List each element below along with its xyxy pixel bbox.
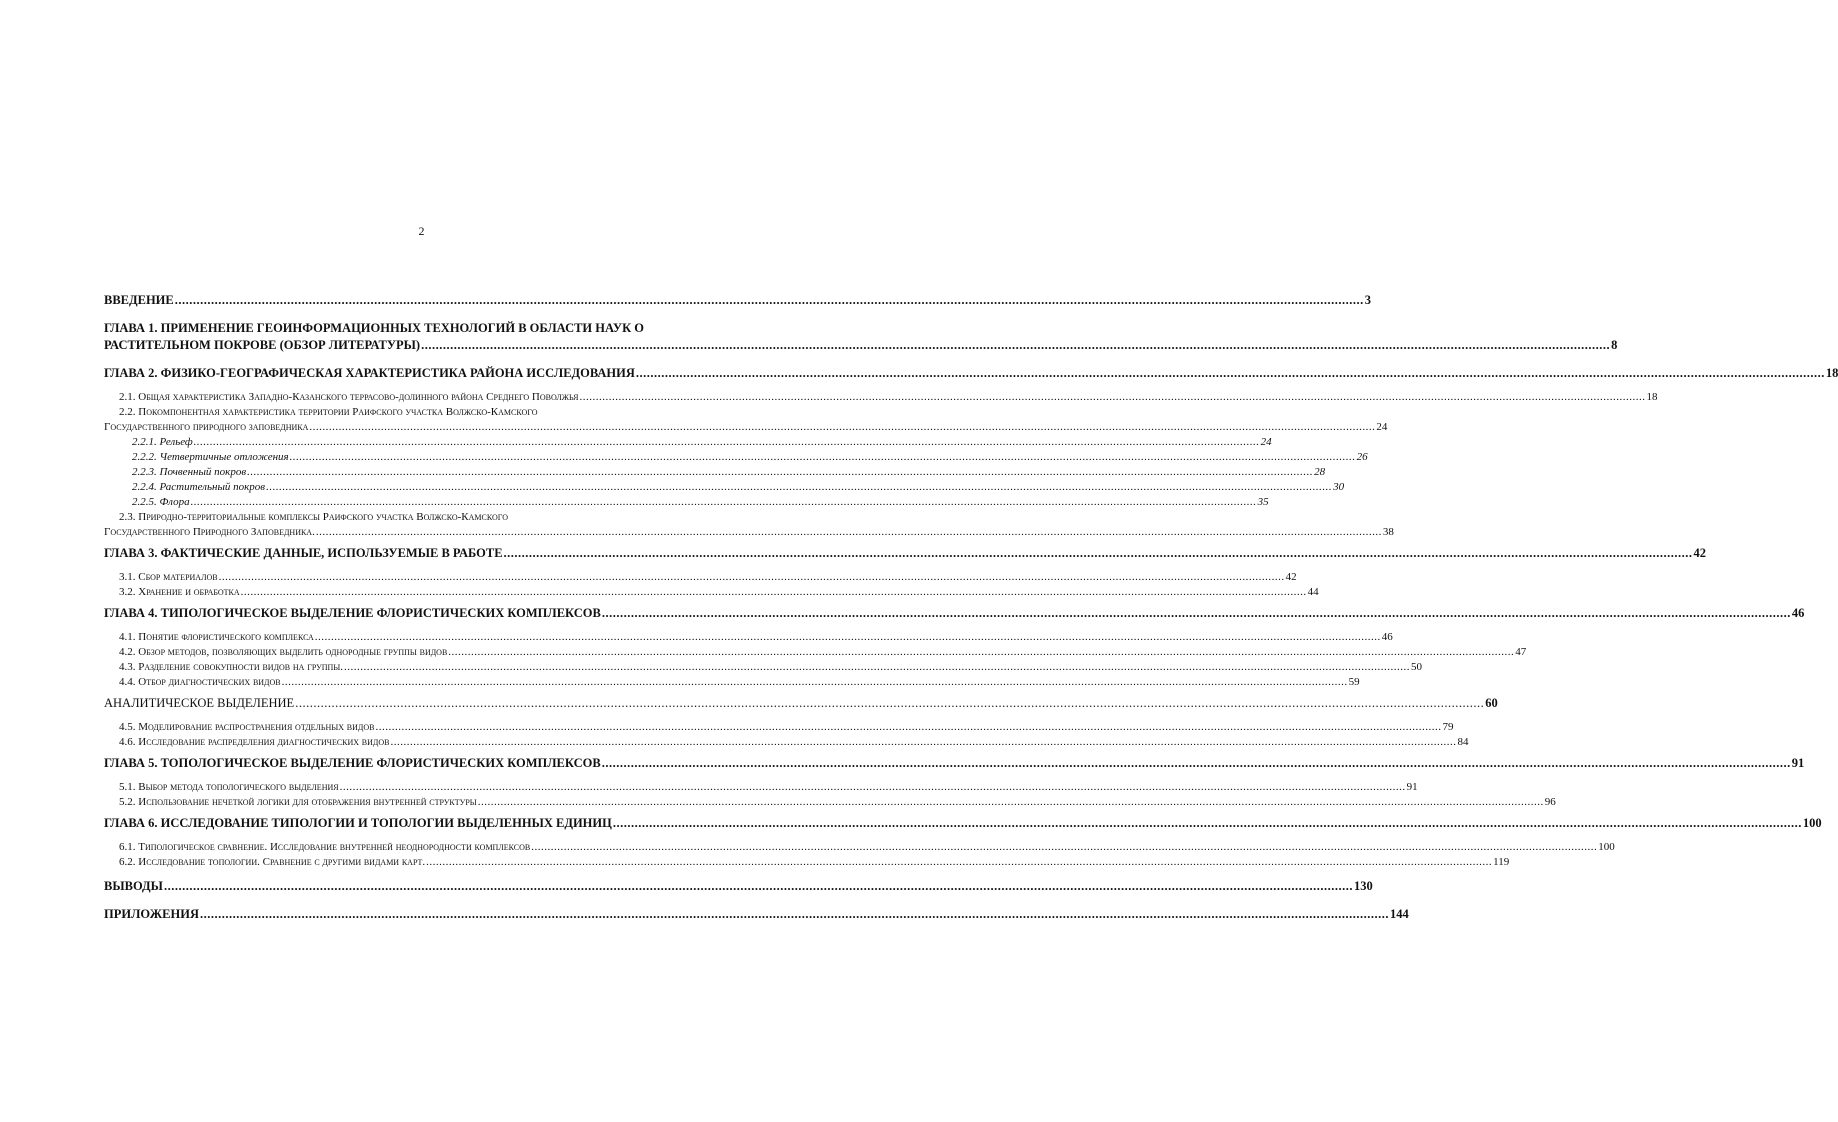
leader-dots [191, 495, 1257, 510]
toc-entry-2-2-3 [104, 465, 1326, 480]
toc-page: 8 [1611, 338, 1618, 352]
leader-dots [290, 450, 1356, 465]
toc-label: АНАЛИТИЧЕСКОЕ ВЫДЕЛЕНИЕ [104, 696, 295, 710]
toc-entry-ch1-line1: ГЛАВА 1. ПРИМЕНЕНИЕ ГЕОИНФОРМАЦИОННЫХ ТЕХНОЛОГИЙ В ОБЛАСТИ НАУК О [104, 321, 645, 335]
leader-dots [602, 755, 1791, 772]
toc-label: 2.2.4. Растительный покров [132, 481, 266, 493]
toc-page: 42 [1285, 571, 1297, 583]
toc-label: ПРИЛОЖЕНИЯ [104, 907, 199, 921]
table-of-contents [104, 292, 1838, 923]
toc-page: 24 [1376, 421, 1388, 433]
toc-entry-2-2-1 [104, 435, 1272, 450]
toc-entry-2-2-5 [104, 495, 1269, 510]
leader-dots [636, 365, 1825, 382]
toc-label: 4.6. Исследование распределения диагностических видов [119, 736, 390, 748]
toc-page: 100 [1802, 816, 1822, 830]
toc-label: 4.1. Понятие флористического комплекса [119, 631, 314, 643]
leader-dots [448, 645, 1514, 660]
toc-entry-6-1 [104, 840, 1615, 855]
toc-page: 44 [1307, 586, 1319, 598]
toc-entry-2-2-4 [104, 480, 1345, 495]
page-number: 2 [418, 224, 425, 238]
toc-label: 3.2. Хранение и обработка [119, 586, 240, 598]
toc-page: 28 [1314, 466, 1326, 478]
leader-dots [421, 337, 1610, 354]
toc-entry-5-1 [104, 780, 1418, 795]
toc-entry-3-2 [104, 585, 1319, 600]
toc-entry-4-6 [104, 735, 1469, 750]
toc-page: 18 [1646, 391, 1658, 403]
toc-page: 91 [1406, 781, 1418, 793]
toc-label: ГЛАВА 4. ТИПОЛОГИЧЕСКОЕ ВЫДЕЛЕНИЕ ФЛОРИСТИЧЕСКИХ КОМПЛЕКСОВ [104, 606, 601, 620]
toc-label: ГЛАВА 5. ТОПОЛОГИЧЕСКОЕ ВЫДЕЛЕНИЕ ФЛОРИСТИЧЕСКИХ КОМПЛЕКСОВ [104, 756, 601, 770]
toc-label: 5.2. Использование нечеткой логики для отображения внутренней структуры [119, 796, 477, 808]
toc-entry-appendix [104, 906, 1409, 923]
toc-label: 4.2. Обзор методов, позволяющих выделить однородные группы видов [119, 646, 448, 658]
toc-entry-4-1 [104, 630, 1393, 645]
toc-label: 2.1. Общая характеристика Западно-Казанского террасово-долинного района Среднего Поволжья [119, 391, 579, 403]
toc-label: РАСТИТЕЛЬНОМ ПОКРОВЕ (ОБЗОР ЛИТЕРАТУРЫ) [104, 338, 421, 352]
toc-page: 79 [1442, 721, 1454, 733]
toc-page: 100 [1598, 841, 1615, 853]
toc-label: 6.1. Типологическое сравнение. Исследование внутренней неоднородности комплексов [119, 841, 531, 853]
toc-entry-4-4 [104, 675, 1360, 690]
toc-label: ГЛАВА 2. ФИЗИКО-ГЕОГРАФИЧЕСКАЯ ХАРАКТЕРИСТИКА РАЙОНА ИССЛЕДОВАНИЯ [104, 366, 635, 380]
toc-page: 42 [1693, 546, 1707, 560]
leader-dots [426, 855, 1492, 870]
toc-page: 46 [1381, 631, 1393, 643]
toc-page: 96 [1544, 796, 1556, 808]
leader-dots [266, 480, 1332, 495]
toc-entry-2-1 [104, 390, 1658, 405]
toc-entry-intro [104, 292, 1371, 309]
toc-entry-2-3-line1: 2.3. Природно-территориальные комплексы Раифского участка Волжско-Камского [119, 511, 508, 523]
leader-dots [175, 292, 1364, 309]
leader-dots [219, 570, 1285, 585]
leader-dots [194, 435, 1260, 450]
toc-page: 3 [1364, 293, 1371, 307]
toc-label: 2.2.2. Четвертичные отложения [132, 451, 289, 463]
toc-page: 119 [1493, 856, 1510, 868]
leader-dots [164, 878, 1353, 895]
leader-dots [504, 545, 1693, 562]
toc-entry-ch2 [104, 365, 1838, 382]
leader-dots [375, 720, 1441, 735]
toc-label: 2.2.3. Почвенный покров [132, 466, 247, 478]
toc-label: Государственного Природного Заповедника. [104, 526, 315, 538]
toc-page: 84 [1457, 736, 1469, 748]
toc-label: ВВЕДЕНИЕ [104, 293, 174, 307]
leader-dots [200, 906, 1389, 923]
leader-dots [478, 795, 1544, 810]
toc-label: 2.2.1. Рельеф [132, 436, 193, 448]
toc-page: 144 [1389, 907, 1409, 921]
toc-entry-3-1 [104, 570, 1297, 585]
toc-page: 130 [1353, 879, 1373, 893]
toc-page: 24 [1260, 436, 1272, 448]
leader-dots [344, 660, 1410, 675]
toc-entry-ch4 [104, 605, 1805, 622]
toc-label: 6.2. Исследование топологии. Сравнение с другими видами карт. [119, 856, 426, 868]
leader-dots [391, 735, 1457, 750]
toc-page: 38 [1382, 526, 1394, 538]
leader-dots [602, 605, 1791, 622]
toc-entry-5-2 [104, 795, 1556, 810]
toc-label: 4.3. Разделение совокупности видов на группы. [119, 661, 344, 673]
toc-entry-ch1 [104, 337, 1618, 354]
toc-entry-4-5 [104, 720, 1454, 735]
toc-entry-ch3 [104, 545, 1707, 562]
toc-label: ГЛАВА 3. ФАКТИЧЕСКИЕ ДАННЫЕ, ИСПОЛЬЗУЕМЫЕ В РАБОТЕ [104, 546, 503, 560]
leader-dots [315, 630, 1381, 645]
toc-label: Государственного природного заповедника [104, 421, 309, 433]
toc-label: ВЫВОДЫ [104, 879, 163, 893]
toc-entry-ch6 [104, 815, 1822, 832]
toc-entry-analytic [104, 695, 1498, 712]
toc-label: 4.5. Моделирование распространения отдельных видов [119, 721, 375, 733]
toc-entry-6-2 [104, 855, 1510, 870]
toc-page: 26 [1356, 451, 1368, 463]
toc-label: 2.2.5. Флора [132, 496, 190, 508]
leader-dots [295, 695, 1484, 712]
leader-dots [309, 420, 1375, 435]
toc-page: 46 [1791, 606, 1805, 620]
toc-label: ГЛАВА 6. ИССЛЕДОВАНИЕ ТИПОЛОГИИ И ТОПОЛОГИИ ВЫДЕЛЕННЫХ ЕДИНИЦ [104, 816, 612, 830]
leader-dots [340, 780, 1406, 795]
toc-page: 50 [1411, 661, 1423, 673]
leader-dots [247, 465, 1313, 480]
toc-entry-2-3 [104, 525, 1394, 540]
toc-entry-ch5 [104, 755, 1805, 772]
leader-dots [282, 675, 1348, 690]
leader-dots [531, 840, 1597, 855]
toc-entry-conclusions [104, 878, 1373, 895]
toc-entry-2-2-2 [104, 450, 1368, 465]
toc-label: 5.1. Выбор метода топологического выделения [119, 781, 339, 793]
toc-entry-2-2 [104, 420, 1388, 435]
toc-page: 35 [1257, 496, 1269, 508]
leader-dots [241, 585, 1307, 600]
toc-entry-4-2 [104, 645, 1527, 660]
toc-page: 59 [1348, 676, 1360, 688]
toc-page: 30 [1333, 481, 1345, 493]
toc-entry-4-3 [104, 660, 1423, 675]
leader-dots [579, 390, 1645, 405]
toc-entry-2-2-line1: 2.2. Покомпонентная характеристика территории Раифского участка Волжско-Камского [119, 406, 538, 418]
toc-page: 18 [1825, 366, 1838, 380]
leader-dots [316, 525, 1382, 540]
toc-page: 91 [1791, 756, 1805, 770]
leader-dots [613, 815, 1802, 832]
toc-page: 47 [1515, 646, 1527, 658]
toc-label: 3.1. Сбор материалов [119, 571, 218, 583]
toc-label: 4.4. Отбор диагностических видов [119, 676, 281, 688]
toc-page: 60 [1485, 696, 1498, 710]
